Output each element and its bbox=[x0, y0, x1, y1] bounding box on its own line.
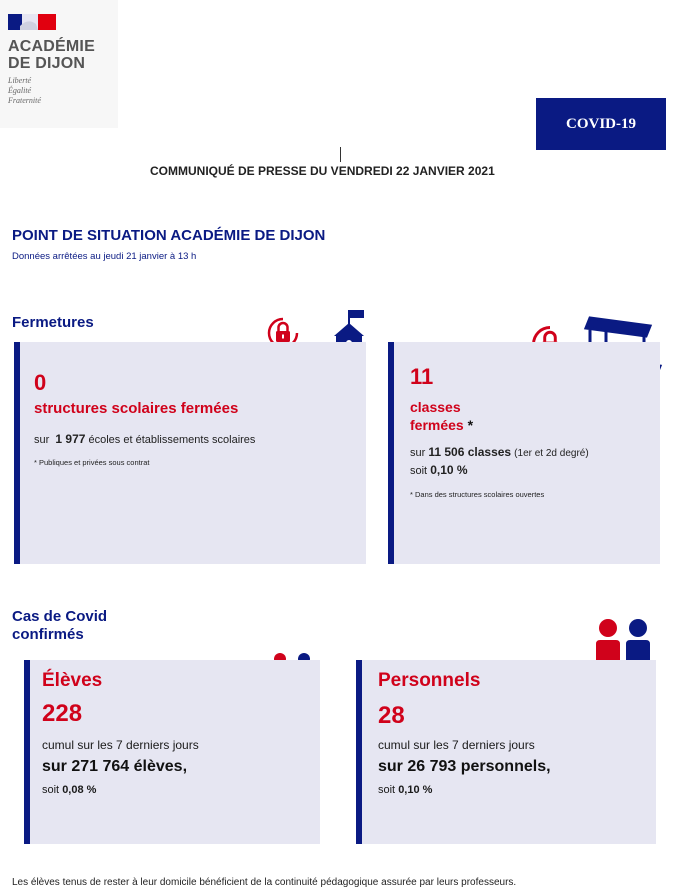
classes-sur-value: 11 506 classes bbox=[428, 445, 512, 459]
data-date-note: Données arrêtées au jeudi 21 janvier à 13 h bbox=[12, 251, 197, 262]
personnels-total: sur 26 793 personnels, bbox=[378, 758, 551, 775]
covid-badge: COVID-19 bbox=[536, 98, 666, 150]
eleves-count: 228 bbox=[42, 700, 83, 727]
card-accent-bar bbox=[24, 660, 30, 844]
classes-sur-prefix: sur bbox=[410, 447, 426, 459]
card-eleves bbox=[24, 660, 320, 844]
eleves-ratio bbox=[42, 784, 96, 796]
motto-egalite: Égalité bbox=[8, 86, 32, 95]
cas-heading: Cas de Covid confirmés bbox=[12, 608, 108, 643]
eleves-ratio-prefix: soit bbox=[42, 784, 60, 796]
personnels-ratio-value: 0,10 % bbox=[398, 784, 433, 796]
card-structures-fermees bbox=[14, 342, 366, 564]
structures-sur-suffix: écoles et établissements scolaires bbox=[88, 434, 256, 446]
motto-fraternite: Fraternité bbox=[8, 96, 41, 105]
academie-logo bbox=[0, 0, 118, 128]
eleves-cumul: cumul sur les 7 derniers jours bbox=[42, 738, 199, 752]
card-personnels bbox=[356, 660, 656, 844]
classes-label-star: * bbox=[467, 417, 474, 433]
structures-total bbox=[34, 432, 255, 446]
fermetures-heading: Fermetures bbox=[12, 314, 94, 331]
personnels-cumul: cumul sur les 7 derniers jours bbox=[378, 738, 535, 752]
republic-motto bbox=[8, 76, 41, 106]
structures-count: 0 bbox=[34, 370, 47, 395]
personnels-ratio-prefix: soit bbox=[378, 784, 396, 796]
academie-name-line1: ACADÉMIE bbox=[8, 38, 95, 55]
academie-name bbox=[8, 38, 95, 72]
classes-ratio-prefix: soit bbox=[410, 465, 428, 477]
classes-note: * Dans des structures scolaires ouvertes bbox=[410, 490, 545, 499]
personnels-count: 28 bbox=[378, 702, 405, 729]
structures-note: * Publiques et privées sous contrat bbox=[34, 458, 150, 467]
press-release-title: COMMUNIQUÉ DE PRESSE DU VENDREDI 22 JANVIER 2021 bbox=[150, 164, 495, 178]
structures-label: structures scolaires fermées bbox=[34, 400, 239, 417]
classes-total bbox=[410, 444, 650, 479]
motto-liberte: Liberté bbox=[8, 76, 32, 85]
card-classes-fermees bbox=[388, 342, 660, 564]
structures-sur-value: 1 977 bbox=[55, 432, 86, 446]
personnels-title: Personnels bbox=[378, 670, 481, 691]
classes-label-text: classes fermées bbox=[410, 399, 464, 433]
text-cursor bbox=[340, 147, 341, 162]
personnels-ratio bbox=[378, 784, 432, 796]
classes-label bbox=[410, 398, 500, 434]
classes-count: 11 bbox=[410, 364, 434, 389]
card-accent-bar bbox=[356, 660, 362, 844]
eleves-title: Élèves bbox=[42, 670, 103, 691]
card-accent-bar bbox=[14, 342, 20, 564]
situation-title: POINT DE SITUATION ACADÉMIE DE DIJON bbox=[12, 227, 326, 244]
eleves-total: sur 271 764 élèves, bbox=[42, 758, 188, 775]
card-accent-bar bbox=[388, 342, 394, 564]
eleves-ratio-value: 0,08 % bbox=[62, 784, 97, 796]
footer-note: Les élèves tenus de rester à leur domicile bénéficient de la continuité pédagogique assurée par leurs professeurs. bbox=[12, 877, 517, 888]
classes-ratio-value: 0,10 % bbox=[430, 463, 468, 477]
marianne-flag-icon bbox=[8, 14, 56, 30]
classes-sur-suffix: (1er et 2d degré) bbox=[514, 448, 589, 459]
academie-name-line2: DE DIJON bbox=[8, 55, 86, 72]
structures-sur-prefix: sur bbox=[34, 434, 50, 446]
